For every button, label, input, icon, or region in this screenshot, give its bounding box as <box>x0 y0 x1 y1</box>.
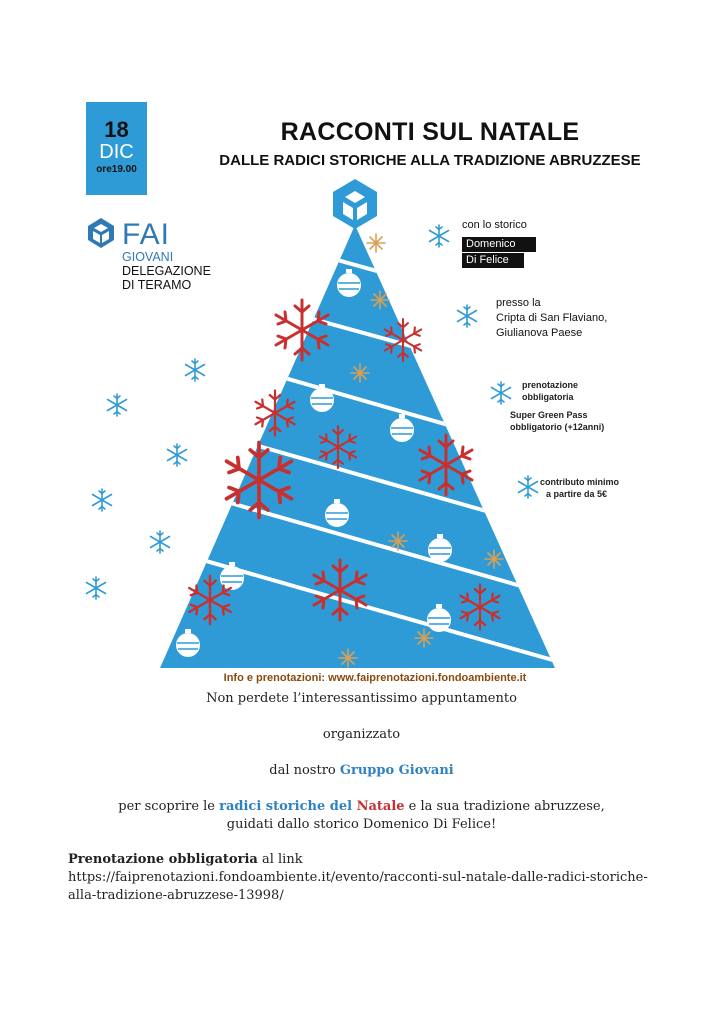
date-day: 18 <box>104 117 129 142</box>
place-line-2: Cripta di San Flaviano, <box>496 312 608 324</box>
pass-line-2: obbligatorio (+12anni) <box>510 422 605 432</box>
body-line-4-pre: per scoprire le <box>118 799 220 814</box>
booking-paragraph <box>68 851 688 905</box>
info-link[interactable]: Info e prenotazioni: www.faiprenotazioni.fondoambiente.it <box>223 672 527 684</box>
cost-line-2: a partire da 5€ <box>546 489 608 499</box>
body-line-3-pre: dal nostro <box>269 763 340 778</box>
place-line-1: presso la <box>496 297 541 309</box>
body-line-4 <box>40 799 683 814</box>
pass-line-1: Super Green Pass <box>510 410 588 420</box>
roots-highlight: radici storiche del <box>219 799 357 814</box>
booking-url-1[interactable]: https://faiprenotazioni.fondoambiente.it/evento/racconti-sul-natale-dalle-radici-storiche- <box>68 870 648 885</box>
natale-highlight: Natale <box>356 799 405 814</box>
fai-line-delegazione: DELEGAZIONE <box>122 264 211 278</box>
booking-rest: al link <box>257 852 303 867</box>
cost-line-1: contributo minimo <box>540 477 619 487</box>
date-time: ore19.00 <box>96 164 137 175</box>
body-line-4-post: e la sua tradizione abruzzese, <box>404 799 605 814</box>
body-line-5: guidati dallo storico Domenico Di Felice! <box>226 817 497 832</box>
body-line-3 <box>40 763 683 778</box>
date-month: DIC <box>99 141 134 163</box>
booking-url-2[interactable]: alla-tradizione-abruzzese-13998/ <box>68 888 284 903</box>
booking-heading <box>68 851 688 869</box>
fai-line-teramo: DI TERAMO <box>122 278 192 292</box>
historian-name-first: Domenico <box>462 237 536 252</box>
booking-line-2: obbligatoria <box>522 392 574 402</box>
body-line-2: organizzato <box>322 727 401 742</box>
booking-line-1: prenotazione <box>522 380 579 390</box>
fai-line-giovani: GIOVANI <box>122 250 174 264</box>
historian-name-2 <box>462 250 524 268</box>
place-line-3: Giulianova Paese <box>496 327 583 339</box>
historian-label: con lo storico <box>462 219 527 231</box>
group-highlight: Gruppo Giovani <box>339 763 454 778</box>
booking-bold: Prenotazione obbligatoria <box>68 852 258 867</box>
historian-name-last: Di Felice <box>462 253 524 268</box>
body-line-1: Non perdete l’interessantissimo appuntamento <box>206 691 517 706</box>
page-title: RACCONTI SUL NATALE <box>280 118 580 146</box>
page-subtitle: DALLE RADICI STORICHE ALLA TRADIZIONE ABRUZZESE <box>219 152 641 169</box>
fai-brand: FAI <box>122 218 171 251</box>
